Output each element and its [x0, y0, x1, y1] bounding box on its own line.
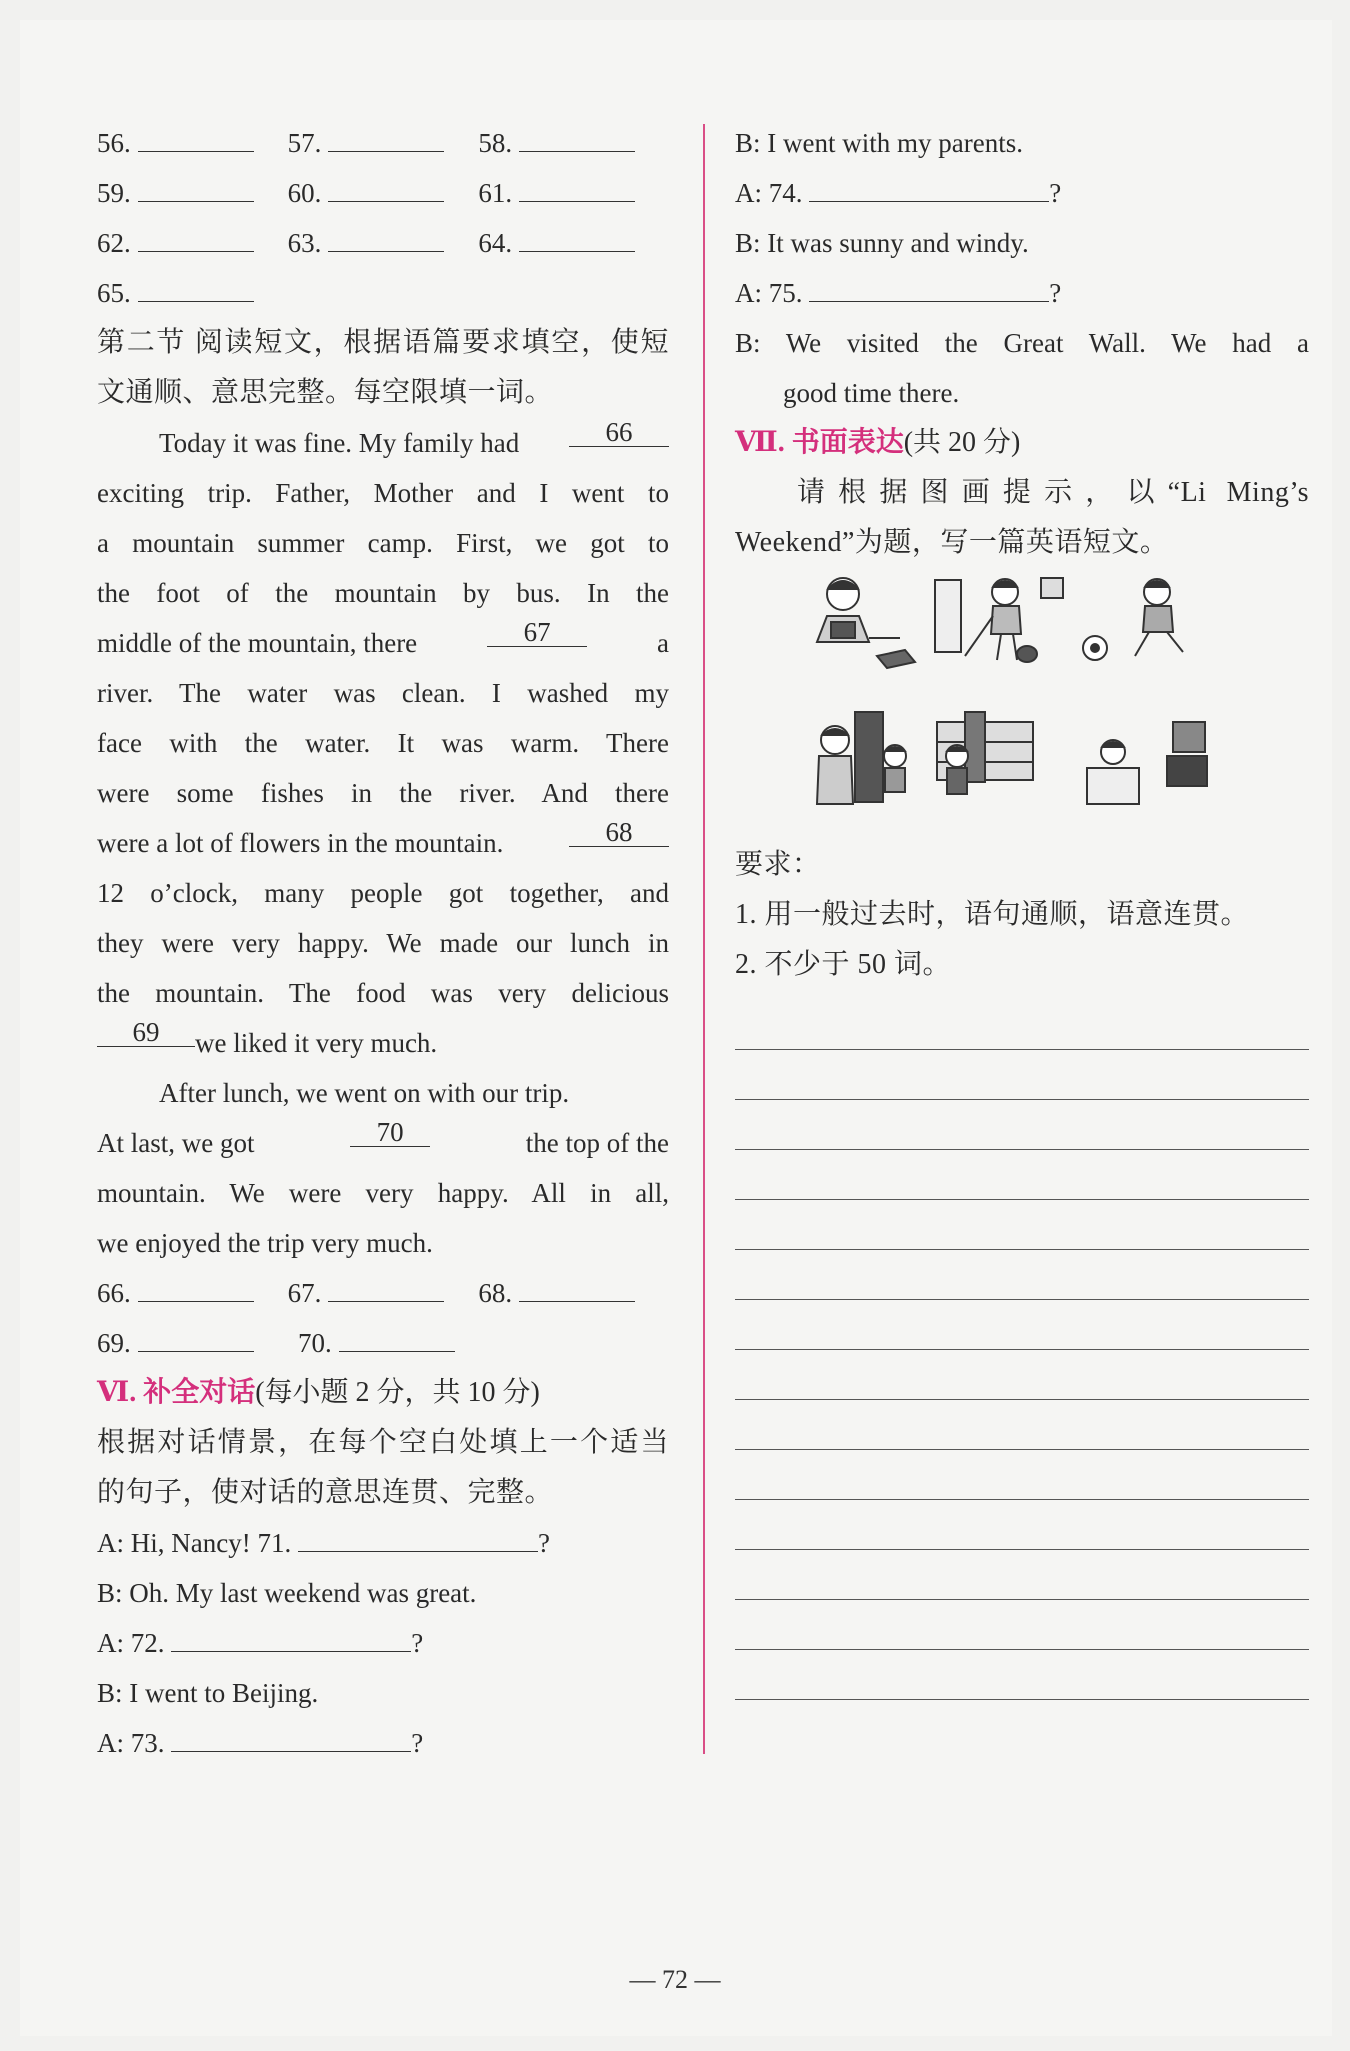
dialog-speaker: A: [97, 1728, 124, 1758]
passage-text: At last, we got [97, 1128, 255, 1158]
requirement-item: 1. 用一般过去时，语句通顺，语意连贯。 [735, 899, 1250, 930]
dialog-line: A: 74. ? [735, 168, 1309, 218]
passage-line: the mountain. The food was very delicious [97, 978, 669, 1008]
passage-text: the top of the [525, 1128, 669, 1158]
passage-line [97, 1018, 669, 1068]
section-title: 书面表达 [791, 427, 904, 458]
writing-line[interactable] [735, 1000, 1309, 1050]
writing-line[interactable] [735, 1200, 1309, 1250]
answer-blank[interactable] [138, 173, 254, 202]
right-column [735, 118, 1309, 1700]
answer-blank[interactable] [519, 223, 635, 252]
answer-row [97, 218, 669, 268]
answer-cell [97, 1268, 288, 1318]
picture-prompts [735, 572, 1309, 834]
passage-blank-70[interactable]: 70 [350, 1118, 430, 1147]
passage-line: exciting trip. Father, Mother and I went to [97, 478, 669, 508]
answer-blank[interactable] [519, 1273, 635, 1302]
passage-text: Today it was fine. My family had [159, 428, 520, 458]
dialog-speaker: A: [735, 278, 762, 308]
answer-blank[interactable] [339, 1323, 455, 1352]
passage-line [97, 618, 669, 668]
writing-line[interactable] [735, 1650, 1309, 1700]
writing-line[interactable] [735, 1150, 1309, 1200]
answer-cell [478, 218, 669, 268]
passage-line [97, 818, 669, 868]
dialog-text: 72. [130, 1628, 165, 1658]
section-title: 补全对话 [143, 1377, 256, 1408]
answer-number: 68. [478, 1278, 513, 1308]
passage-text: middle of the mountain, there [97, 628, 418, 658]
picture-prompt-illustrations [805, 572, 1235, 834]
dialog-answer-blank[interactable] [809, 273, 1049, 302]
passage-line: 12 o’clock, many people got together, and [97, 878, 669, 908]
dialog-text: Hi, Nancy! 71. [130, 1528, 292, 1558]
answer-cell [288, 118, 479, 168]
answer-blank[interactable] [519, 173, 635, 202]
dialog-line: A: 73. ? [97, 1718, 669, 1768]
passage-text: were a lot of flowers in the mountain. [97, 828, 504, 858]
passage-blank-68[interactable]: 68 [569, 818, 669, 847]
answer-number: 65. [97, 278, 131, 308]
section-instruction: Weekend”为题，写一篇英语短文。 [735, 527, 1169, 558]
dialog-speaker: B: [735, 128, 761, 158]
writing-line[interactable] [735, 1100, 1309, 1150]
section-instruction: 文通顺、意思完整。每空限填一词。 [97, 377, 554, 408]
dialog-speaker: A: [97, 1628, 124, 1658]
answer-number: 63. [287, 228, 322, 258]
requirement-item: 2. 不少于 50 词。 [735, 949, 952, 980]
answer-blank[interactable] [138, 223, 254, 252]
passage-line: mountain. We were very happy. All in all, [97, 1178, 669, 1208]
answer-row [97, 1268, 669, 1318]
passage-blank-69[interactable]: 69 [97, 1018, 195, 1047]
section-number: Ⅶ. [735, 427, 785, 458]
writing-line[interactable] [735, 1300, 1309, 1350]
passage-line: face with the water. It was warm. There [97, 728, 669, 758]
answer-number: 59. [97, 178, 131, 208]
writing-area[interactable] [735, 1000, 1309, 1700]
boys-visiting-icon [817, 712, 906, 804]
dialog-line [735, 368, 1309, 418]
answer-number: 66. [97, 1278, 131, 1308]
writing-line[interactable] [735, 1400, 1309, 1450]
answer-blank[interactable] [138, 123, 254, 152]
dialog-answer-blank[interactable] [298, 1523, 538, 1552]
answer-number: 56. [97, 128, 131, 158]
writing-line[interactable] [735, 1500, 1309, 1550]
dialog-text: Oh. My last weekend was great. [129, 1578, 477, 1608]
answer-cell [288, 168, 479, 218]
boy-reading-icon [817, 578, 915, 668]
answer-blank[interactable] [138, 273, 254, 302]
left-column [97, 118, 669, 1768]
section-score: (共 20 分) [903, 427, 1021, 458]
dialog-speaker: B: [735, 328, 761, 358]
answer-blank[interactable] [328, 173, 444, 202]
passage-line [97, 418, 669, 468]
section-instruction: 第二节 阅读短文，根据语篇要求填空，使短 [97, 327, 669, 358]
section-instruction: 的句子，使对话的意思连贯、完整。 [97, 1477, 554, 1508]
dialog-text: It was sunny and windy. [767, 228, 1029, 258]
dialog-text: I went to Beijing. [129, 1678, 319, 1708]
answer-cell [97, 168, 288, 218]
passage-line: river. The water was clean. I washed my [97, 678, 669, 708]
dialog-answer-blank[interactable] [809, 173, 1049, 202]
answer-cell [478, 168, 669, 218]
answer-number: 67. [287, 1278, 322, 1308]
dialog-text: I went with my parents. [767, 128, 1023, 158]
answer-number: 62. [97, 228, 131, 258]
dialog-line: A: 75. ? [735, 268, 1309, 318]
answer-row [97, 168, 669, 218]
passage-line: they were very happy. We made our lunch in [97, 928, 669, 958]
answer-number: 70. [298, 1328, 332, 1358]
passage-line: a mountain summer camp. First, we got to [97, 528, 669, 558]
answer-row [97, 268, 669, 318]
answer-row [97, 118, 669, 168]
dialog-answer-blank[interactable] [171, 1623, 411, 1652]
dialog-line [735, 318, 1309, 368]
dialog-speaker: A: [97, 1528, 124, 1558]
dialog-line [735, 118, 1309, 168]
passage-text: we liked it very much. [195, 1028, 438, 1058]
dialog-text: 75. [768, 278, 803, 308]
answer-number: 60. [287, 178, 322, 208]
answer-cell [288, 1268, 479, 1318]
passage-line: we enjoyed the trip very much. [97, 1228, 433, 1258]
answer-blank[interactable] [138, 1323, 254, 1352]
answer-cell [478, 1268, 669, 1318]
answer-cell [298, 1318, 499, 1368]
answer-cell [97, 1318, 298, 1368]
section-number: Ⅵ. [97, 1377, 137, 1408]
answer-cell [288, 218, 479, 268]
writing-line[interactable] [735, 1550, 1309, 1600]
column-divider [703, 124, 705, 1754]
writing-line[interactable] [735, 1050, 1309, 1100]
writing-line[interactable] [735, 1600, 1309, 1650]
passage-text: a [657, 628, 669, 658]
dialog-answer-blank[interactable] [171, 1723, 411, 1752]
passage-blank-66[interactable]: 66 [569, 418, 669, 447]
boy-watching-tv-icon [1087, 722, 1207, 804]
passage-line [97, 1118, 669, 1168]
dialog-speaker: B: [97, 1678, 123, 1708]
dialog-line [97, 1568, 669, 1618]
boy-cleaning-icon [935, 578, 1063, 662]
answer-row [97, 1318, 669, 1368]
answer-cell [478, 118, 669, 168]
dialog-speaker: B: [735, 228, 761, 258]
answer-number: 58. [478, 128, 513, 158]
answer-number: 57. [287, 128, 322, 158]
answer-number: 69. [97, 1328, 131, 1358]
answer-number: 61. [478, 178, 513, 208]
section-heading [97, 1368, 669, 1418]
dialog-line [97, 1668, 669, 1718]
writing-line[interactable] [735, 1250, 1309, 1300]
writing-line[interactable] [735, 1350, 1309, 1400]
answer-cell [97, 218, 288, 268]
page-number-value: 72 [662, 1965, 688, 1994]
writing-line[interactable] [735, 1450, 1309, 1500]
boy-playing-football-icon [1083, 579, 1183, 660]
passage-blank-67[interactable]: 67 [487, 618, 587, 647]
page-number: — 72 — [629, 1965, 721, 1994]
answer-blank[interactable] [328, 223, 444, 252]
dialog-speaker: B: [97, 1578, 123, 1608]
boy-at-library-icon [937, 712, 1033, 794]
answer-blank[interactable] [519, 123, 635, 152]
section-score: (每小题 2 分，共 10 分) [255, 1377, 540, 1408]
section-instruction: 请根据图画提示，以“Li Ming’s [797, 477, 1309, 508]
passage-line: the foot of the mountain by bus. In the [97, 578, 669, 608]
dialog-line: A: 72. ? [97, 1618, 669, 1668]
answer-blank[interactable] [328, 1273, 444, 1302]
dialog-line: A: Hi, Nancy! 71. ? [97, 1518, 669, 1568]
dialog-speaker: A: [735, 178, 762, 208]
dialog-text: 73. [130, 1728, 165, 1758]
passage-line: After lunch, we went on with our trip. [159, 1078, 570, 1108]
requirements-title: 要求： [735, 849, 821, 880]
answer-blank[interactable] [138, 1273, 254, 1302]
dialog-text: good time there. [783, 378, 960, 408]
dialog-text: 74. [768, 178, 803, 208]
section-heading [735, 418, 1309, 468]
answer-cell [97, 118, 288, 168]
answer-blank[interactable] [328, 123, 444, 152]
answer-number: 64. [478, 228, 513, 258]
answer-cell [97, 268, 298, 318]
passage-line: were some fishes in the river. And there [97, 778, 669, 808]
dialog-text: We visited the Great Wall. We had a [785, 328, 1309, 358]
dialog-line [735, 218, 1309, 268]
section-instruction: 根据对话情景，在每个空白处填上一个适当 [97, 1427, 669, 1458]
